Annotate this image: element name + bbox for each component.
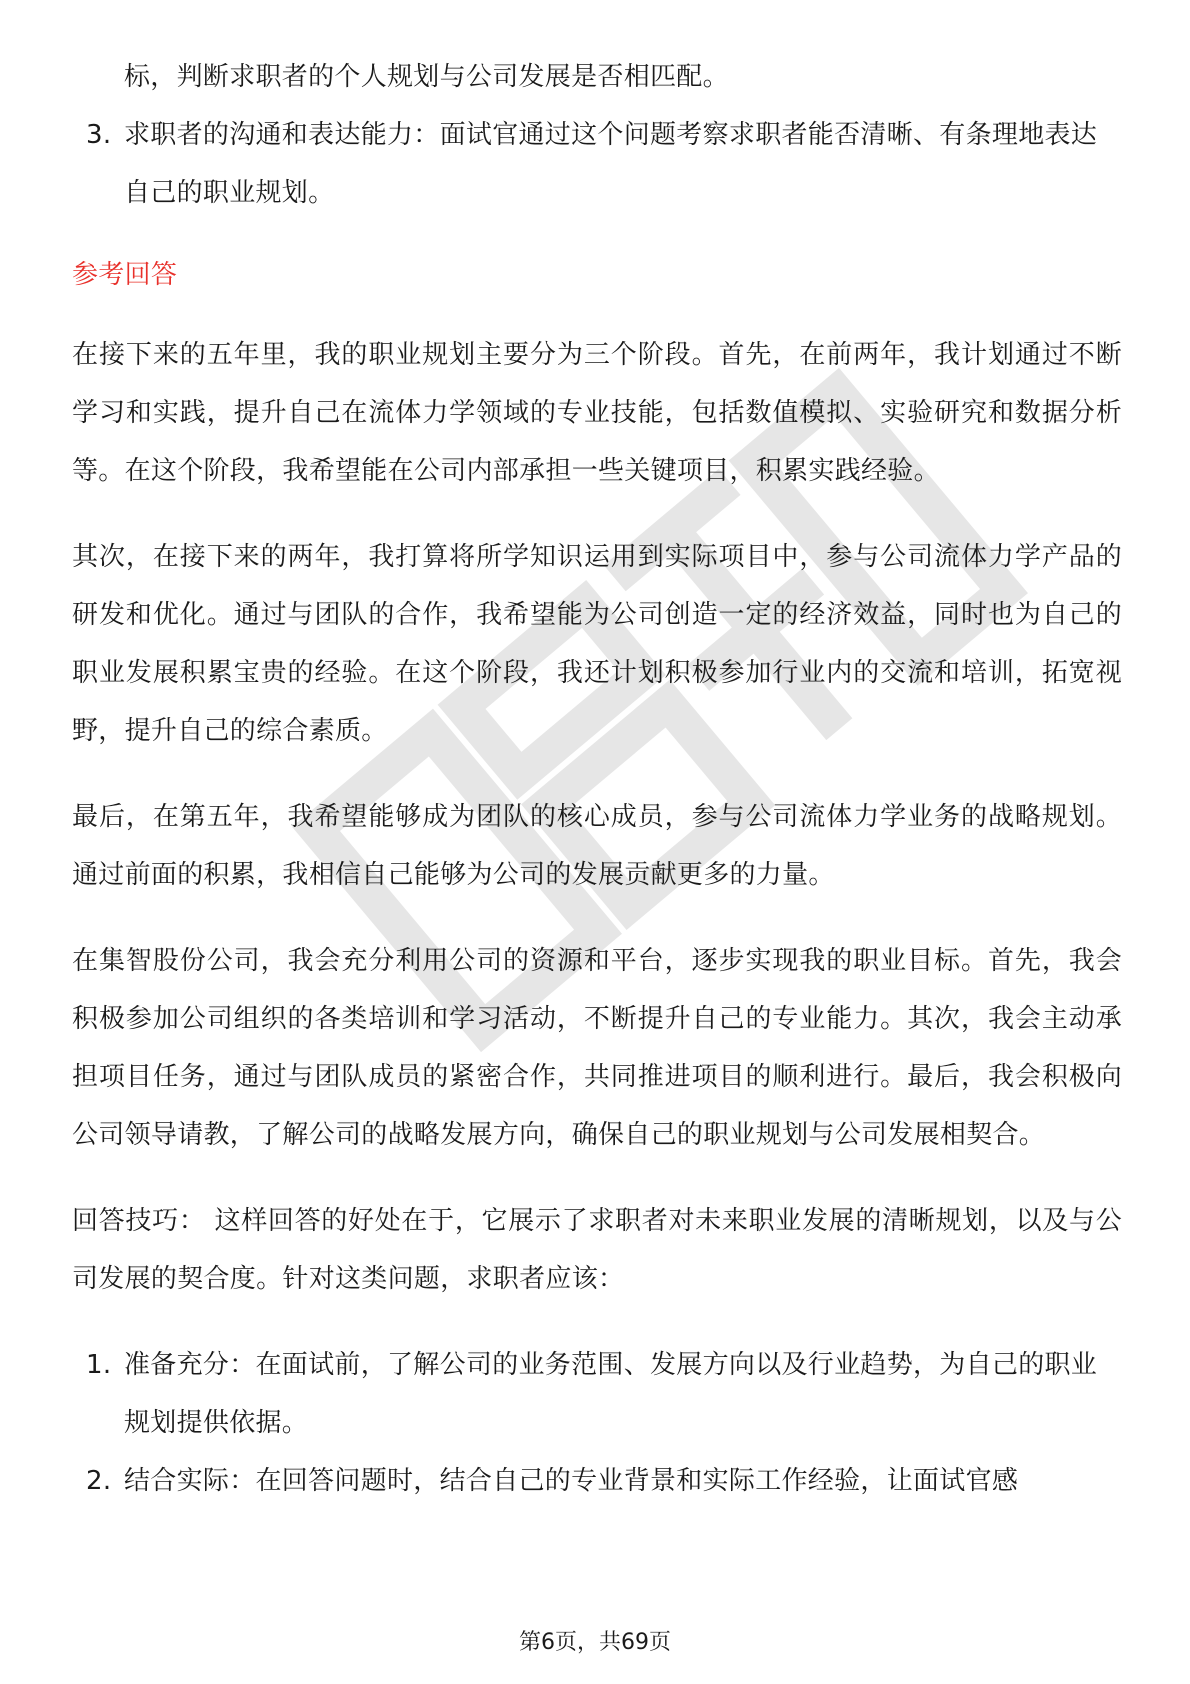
paragraph-stage-three: 最后，在第五年，我希望能够成为团队的核心成员，参与公司流体力学业务的战略规划。通过前面的积累，我相信自己能够为公司的发展贡献更多的力量。 xyxy=(72,802,1122,890)
list-item-text: 结合实际：在回答问题时，结合自己的专业背景和实际工作经验，让面试官感 xyxy=(124,1466,1019,1496)
list-item xyxy=(72,1336,1122,1452)
paragraph-stage-one: 在接下来的五年里，我的职业规划主要分为三个阶段。首先，在前两年，我计划通过不断学习和实践，提升自己在流体力学领域的专业技能，包括数值模拟、实验研究和数据分析等。在这个阶段，我希望能在公司内部承担一些关键项目，积累实践经验。 xyxy=(72,340,1122,486)
list-item-text: 求职者的沟通和表达能力：面试官通过这个问题考察求职者能否清晰、有条理地表达自己的职业规划。 xyxy=(124,120,1098,208)
criteria-list xyxy=(72,106,1122,222)
document-content xyxy=(72,48,1122,1510)
paragraph-company-plan: 在集智股份公司，我会充分利用公司的资源和平台，逐步实现我的职业目标。首先，我会积极参加公司组织的各类培训和学习活动，不断提升自己的专业能力。其次，我会主动承担项目任务，通过与团队成员的紧密合作，共同推进项目的顺利进行。最后，我会积极向公司领导请教，了解公司的战略发展方向，确保自己的职业规划与公司发展相契合。 xyxy=(72,946,1122,1150)
page-footer: 第6页，共69页 xyxy=(519,1630,671,1655)
list-item-text: 准备充分：在面试前，了解公司的业务范围、发展方向以及行业趋势，为自己的职业规划提供依据。 xyxy=(124,1350,1098,1438)
continuation-text: 标，判断求职者的个人规划与公司发展是否相匹配。 xyxy=(124,62,729,92)
tips-list xyxy=(72,1336,1122,1510)
paragraph-answer-tips: 回答技巧： 这样回答的好处在于，它展示了求职者对未来职业发展的清晰规划，以及与公司发展的契合度。针对这类问题，求职者应该： xyxy=(72,1206,1122,1294)
paragraph-stage-two: 其次，在接下来的两年，我打算将所学知识运用到实际项目中，参与公司流体力学产品的研发和优化。通过与团队的合作，我希望能为公司创造一定的经济效益，同时也为自己的职业发展积累宝贵的经验。在这个阶段，我还计划积极参加行业内的交流和培训，拓宽视野，提升自己的综合素质。 xyxy=(72,542,1122,746)
list-item xyxy=(72,106,1122,222)
list-item xyxy=(72,1452,1122,1510)
list-item-number: 3. xyxy=(86,120,112,150)
list-item-number: 2. xyxy=(86,1466,112,1496)
list-item-number: 1. xyxy=(86,1350,112,1380)
section-heading: 参考回答 xyxy=(72,260,178,290)
